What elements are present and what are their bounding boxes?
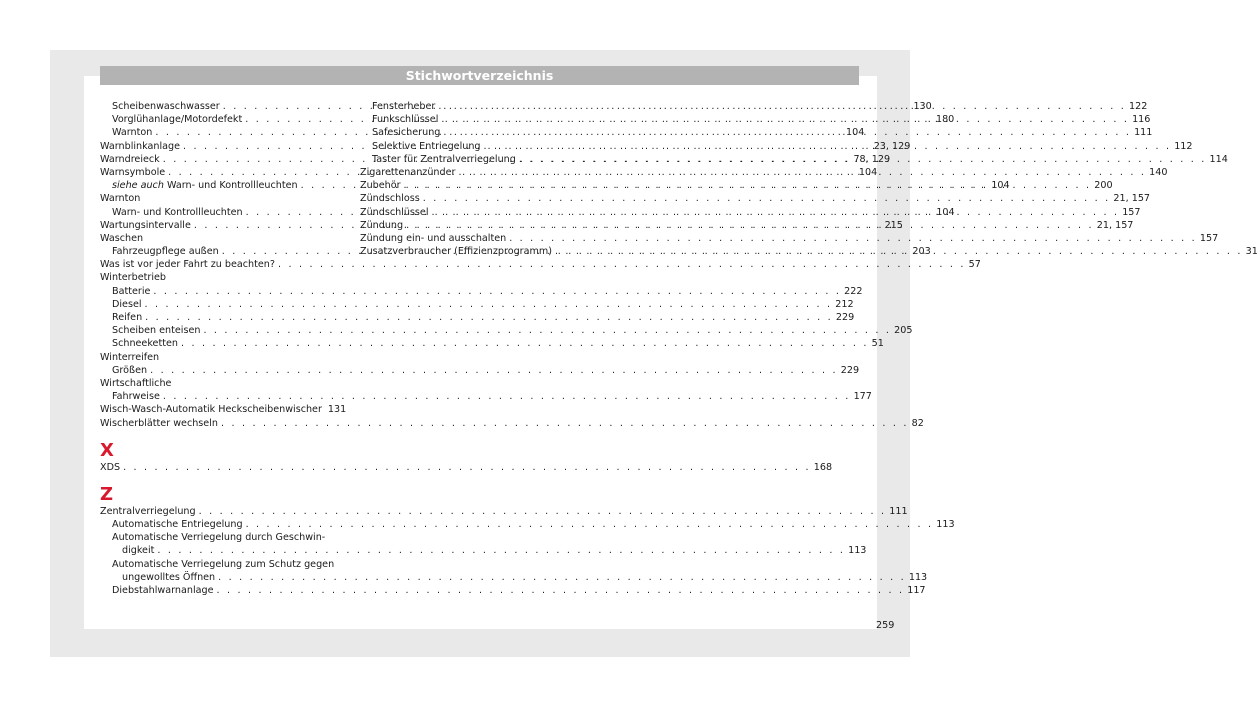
index-entry-label: Safesicherung	[372, 127, 441, 139]
index-entry-page: 111	[1134, 127, 1153, 139]
index-entry	[100, 544, 867, 557]
index-entry	[100, 518, 955, 531]
index-entry-page: 23, 129	[873, 140, 911, 152]
index-letter-heading: Z	[100, 483, 114, 505]
section-title: Stichwortverzeichnis	[405, 68, 554, 83]
index-letter-heading: X	[100, 439, 114, 461]
index-entry-label: Reifen	[112, 312, 143, 323]
dot-leader	[181, 337, 869, 350]
index-entry-page: 51	[871, 338, 884, 350]
index-entry-label: Größen	[112, 364, 148, 376]
index-entry-page: 116	[1132, 114, 1151, 126]
index-entry-label: Fensterheber	[372, 101, 436, 112]
dot-leader	[278, 258, 966, 271]
index-entry-page: 113	[936, 519, 955, 531]
page-number: 259	[876, 620, 895, 631]
index-entry-page: 180	[935, 114, 955, 126]
dot-leader	[150, 364, 838, 377]
index-entry-label: Diesel	[112, 298, 142, 310]
index-entry-label: Warnton	[100, 193, 141, 205]
index-entry	[100, 417, 924, 430]
index-entry-label: Vorglühanlage/Motordefekt	[112, 114, 243, 126]
dot-leader	[404, 179, 1092, 192]
index-entry	[100, 285, 863, 298]
index-entry-label: Taster für Zentralverriegelung	[372, 153, 516, 165]
index-entry-label: Funkschlüssel	[372, 114, 439, 126]
index-entry-label: Was ist vor jeder Fahrt zu beachten?	[100, 259, 275, 271]
index-entry-label: Scheibenwaschwasser	[112, 101, 220, 112]
dot-leader	[217, 584, 905, 597]
index-entry-label: Warnsymbole	[100, 166, 166, 178]
index-entry-label: Automatische Entriegelung	[112, 519, 243, 531]
index-entry	[100, 364, 860, 377]
index-entry-label: Warn- und Kontrollleuchten	[112, 206, 243, 218]
index-entry	[100, 337, 884, 350]
index-entry	[100, 258, 981, 271]
index-entry-label: Warnton	[112, 127, 153, 139]
dot-leader	[221, 417, 909, 430]
index-entry-page: 200	[1094, 180, 1113, 192]
index-entry-label: Schneeketten	[112, 338, 178, 350]
dot-leader	[157, 544, 845, 557]
index-entry	[100, 377, 342, 390]
index-entry-label: Fahrweise	[112, 391, 160, 403]
index-entry-label: Wisch-Wasch-Automatik Heckscheibenwischer	[100, 404, 322, 416]
index-entry-page: 104	[858, 166, 878, 178]
dot-leader	[145, 311, 833, 324]
index-entry	[360, 192, 1151, 205]
index-entry-page: 215	[884, 219, 903, 231]
index-entry	[100, 584, 926, 597]
index-entry-page: 78, 129	[853, 153, 891, 165]
dot-leader	[519, 153, 1207, 166]
index-entry-page: 104	[991, 180, 1010, 192]
index-entry-page: 168	[813, 461, 833, 473]
index-entry-page: 203	[912, 246, 931, 258]
index-entry-page: 82	[911, 417, 924, 429]
index-entry-page: 229	[840, 364, 860, 376]
index-entry	[100, 298, 854, 311]
index-entry	[100, 461, 833, 474]
see-also-target: Warn- und Kontrollleuchten	[163, 180, 298, 192]
index-entry	[100, 271, 342, 284]
index-entry	[100, 531, 342, 544]
index-entry-label: Waschen	[100, 232, 144, 244]
index-entry	[100, 324, 913, 337]
index-entry-page: 117	[907, 585, 926, 596]
index-entry-label: Zündschloss	[360, 193, 420, 205]
index-entry-label: digkeit	[122, 545, 155, 557]
index-entry	[100, 311, 855, 324]
index-entry-label: Zubehör	[360, 180, 401, 192]
index-entry-page: 222	[844, 285, 863, 297]
index-entry-label: Zündung	[360, 219, 404, 231]
index-entry-page: 212	[835, 298, 854, 310]
index-entry	[100, 403, 347, 416]
section-header	[100, 66, 859, 85]
index-entry-label: Zigarettenanzünder	[360, 166, 456, 178]
dot-leader	[199, 505, 887, 518]
dot-leader	[163, 390, 851, 403]
index-entry-page: 157	[1122, 206, 1141, 218]
index-entry-page: 140	[1149, 166, 1168, 178]
index-entry-label: ungewolltes Öffnen	[122, 571, 216, 583]
index-entry	[100, 505, 908, 518]
dot-leader	[432, 206, 1120, 219]
index-entry-page: 205	[894, 325, 913, 337]
index-entry-label: Wischerblätter wechseln	[100, 417, 218, 429]
index-entry-label: Batterie	[112, 285, 151, 297]
index-entry-page: 31	[1245, 246, 1258, 258]
dot-leader	[555, 245, 1243, 258]
dot-leader	[153, 285, 841, 298]
dot-leader	[218, 571, 906, 584]
index-entry-label: Selektive Entriegelung	[372, 140, 481, 152]
index-entry	[100, 390, 872, 403]
index-entry-page: 112	[1174, 140, 1193, 152]
index-entry-label: Automatische Verriegelung durch Geschwin-	[112, 532, 326, 544]
index-entry	[360, 232, 1219, 245]
index-entry-page: 131	[327, 404, 347, 416]
index-entry-label	[112, 179, 298, 192]
index-entry-label: Zusatzverbraucher (Effizienzprogramm)	[360, 246, 552, 258]
index-entry	[100, 571, 928, 584]
index-entry	[100, 192, 342, 205]
index-entry-label: Winterbetrieb	[100, 272, 166, 284]
see-also-prefix: siehe auch	[112, 180, 164, 192]
dot-leader	[509, 232, 1197, 245]
index-entry-label: Diebstahlwarnanlage	[112, 585, 214, 596]
dot-leader	[443, 126, 1131, 139]
dot-leader	[123, 461, 811, 474]
index-entry-page: 130	[913, 101, 932, 112]
dot-leader	[458, 166, 1146, 179]
index-entry-label: Winterreifen	[100, 351, 160, 363]
index-entry	[100, 232, 342, 245]
index-entry	[100, 558, 342, 571]
dot-leader	[484, 140, 1172, 153]
dot-leader	[438, 100, 1126, 113]
index-entry-page: 157	[1199, 232, 1219, 244]
dot-leader	[145, 298, 833, 311]
index-entry-label: Warndreieck	[100, 153, 160, 165]
index-entry-label: XDS	[100, 461, 121, 473]
index-entry-label: Fahrzeugpflege außen	[112, 246, 219, 258]
index-entry	[100, 351, 342, 364]
index-entry-page: 114	[1209, 153, 1228, 165]
index-entry-page: 229	[835, 312, 855, 323]
dot-leader	[203, 324, 891, 337]
index-entry-label: Zündschlüssel	[360, 206, 429, 218]
dot-leader	[423, 192, 1111, 205]
index-entry-page: 177	[853, 391, 872, 403]
index-entry-page: 113	[848, 545, 867, 557]
index-entry-label: Warnblinkanlage	[100, 140, 180, 152]
index-entry-page: 57	[968, 259, 981, 271]
index-entry-label: Automatische Verriegelung zum Schutz gegen	[112, 558, 335, 570]
index-entry-label: Wirtschaftliche	[100, 377, 172, 389]
index-entry-page: 21, 157	[1096, 219, 1134, 231]
dot-leader	[441, 113, 1129, 126]
index-entry-page: 104	[846, 127, 865, 139]
index-entry-page: 104	[936, 206, 955, 218]
index-entry-label: Wartungsintervalle	[100, 219, 191, 231]
index-entry-page: 113	[908, 571, 928, 583]
index-entry-page: 111	[889, 505, 908, 517]
index-entry-page: 21, 157	[1113, 193, 1151, 205]
index-entry-page: 122	[1129, 101, 1148, 112]
dot-leader	[406, 219, 1094, 232]
index-entry-label: Zentralverriegelung	[100, 505, 196, 517]
index-entry-label: Scheiben enteisen	[112, 325, 201, 337]
index-entry-label: Zündung ein- und ausschalten	[360, 232, 507, 244]
dot-leader	[246, 518, 934, 531]
